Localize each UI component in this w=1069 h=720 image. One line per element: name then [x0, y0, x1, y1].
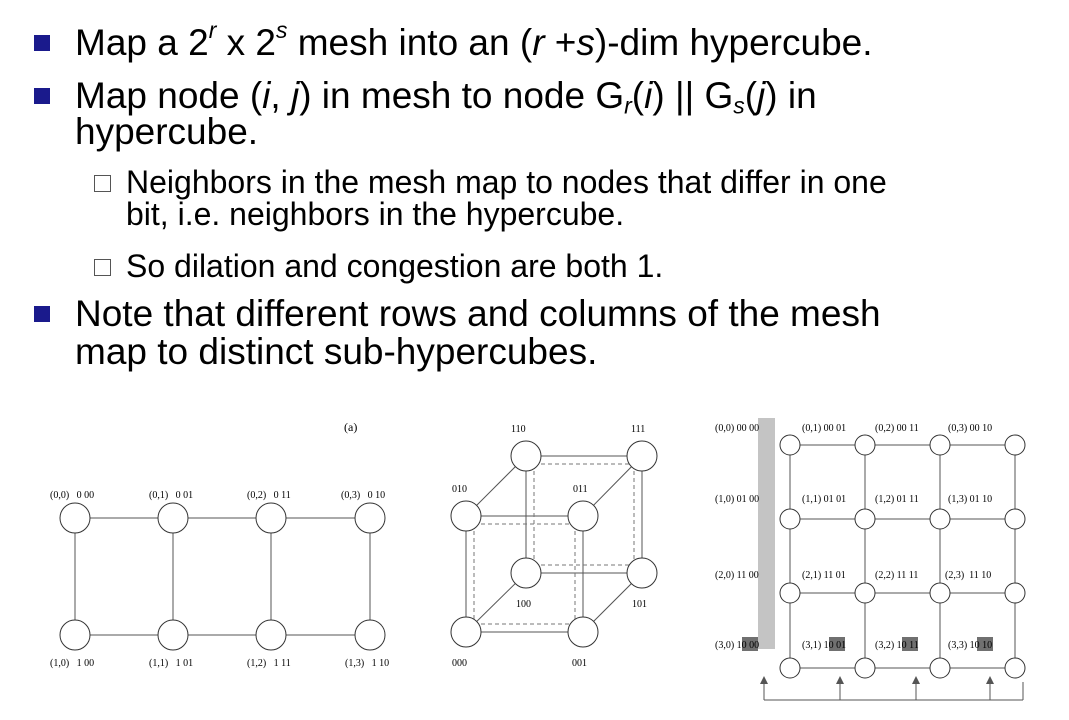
- text: i: [262, 75, 271, 116]
- cube-node: [568, 501, 598, 531]
- node-label: (0,2) 00 11: [875, 423, 919, 434]
- node-label: (3,3) 10 10: [948, 640, 993, 651]
- cube-node: [568, 617, 598, 647]
- arrow-up-icon: [760, 676, 768, 684]
- node-label: (0,2) 0 11: [247, 490, 291, 501]
- mesh-node: [60, 620, 90, 650]
- arrow-up-icon: [836, 676, 844, 684]
- text: s: [275, 16, 288, 43]
- node-label: (1,1) 1 01: [149, 658, 194, 669]
- text: r: [624, 92, 632, 119]
- mesh-node: [256, 503, 286, 533]
- node-label: 110: [511, 424, 526, 435]
- node-label: (0,3) 00 10: [948, 423, 993, 434]
- mesh-node: [1005, 509, 1025, 529]
- node-label: (2,0) 11 00: [715, 570, 759, 581]
- node-label: 010: [452, 484, 467, 495]
- mesh-node: [930, 435, 950, 455]
- text: Map a 2: [75, 22, 209, 63]
- text: +: [544, 22, 577, 63]
- mesh-node: [1005, 583, 1025, 603]
- mesh-node: [780, 658, 800, 678]
- node-label: 000: [452, 658, 467, 669]
- node-label: (1,3) 01 10: [948, 494, 993, 505]
- mesh-node: [1005, 435, 1025, 455]
- text: (: [631, 75, 645, 116]
- text: s: [576, 22, 595, 63]
- node-label: 011: [573, 484, 588, 495]
- text: Neighbors in the mesh map to nodes that differ in one: [126, 164, 887, 200]
- node-label: (1,0) 1 00: [50, 658, 95, 669]
- mesh-node: [355, 620, 385, 650]
- text: ) || G: [652, 75, 734, 116]
- cube-node: [451, 501, 481, 531]
- node-label: (0,1) 0 01: [149, 490, 194, 501]
- node-label: (1,2) 1 11: [247, 658, 291, 669]
- text: r: [208, 16, 217, 43]
- hypercube-figure: [466, 456, 642, 632]
- mesh-node: [780, 583, 800, 603]
- column-highlight: [758, 418, 775, 649]
- text: j: [290, 75, 300, 116]
- mesh-node: [60, 503, 90, 533]
- mesh-node: [930, 509, 950, 529]
- node-label: (2,3) 11 10: [945, 570, 992, 581]
- text: So dilation and congestion are both 1.: [126, 248, 664, 284]
- node-label: (3,2) 10 11: [875, 640, 919, 651]
- mesh-node: [930, 658, 950, 678]
- node-label: (0,1) 00 01: [802, 423, 847, 434]
- node-label: (2,2) 11 11: [875, 570, 919, 581]
- text: j: [757, 75, 766, 116]
- text: x 2: [216, 22, 276, 63]
- text: (: [744, 75, 758, 116]
- text: )-dim hypercube.: [594, 22, 873, 63]
- text: Note that different rows and columns of the mesh: [75, 293, 881, 334]
- text: ,: [270, 75, 291, 116]
- mesh-node: [855, 435, 875, 455]
- mesh-node: [855, 658, 875, 678]
- mesh-node: [158, 620, 188, 650]
- mesh-node: [780, 509, 800, 529]
- node-label: 100: [516, 599, 531, 610]
- node-label: 001: [572, 658, 587, 669]
- text: s: [733, 92, 745, 119]
- node-label: (2,1) 11 01: [802, 570, 846, 581]
- text: ) in: [765, 75, 817, 116]
- node-label: (1,3) 1 10: [345, 658, 390, 669]
- sub-bullet-1-line2: bit, i.e. neighbors in the hypercube.: [126, 196, 625, 232]
- cube-node: [511, 558, 541, 588]
- cube-node: [451, 617, 481, 647]
- bullet-2-line2: hypercube.: [75, 111, 259, 152]
- mesh-node: [256, 620, 286, 650]
- arrow-up-icon: [912, 676, 920, 684]
- node-label: (1,0) 01 00: [715, 494, 760, 505]
- mesh-2x4-figure: [75, 518, 370, 635]
- node-label: (1,1) 01 01: [802, 494, 847, 505]
- node-label: 101: [632, 599, 647, 610]
- figure-caption: (a): [344, 420, 358, 434]
- mesh-node: [855, 509, 875, 529]
- cube-node: [511, 441, 541, 471]
- node-label: (3,1) 10 01: [802, 640, 847, 651]
- mesh-node: [355, 503, 385, 533]
- node-label: (0,0) 00 00: [715, 423, 760, 434]
- node-label: (0,3) 0 10: [341, 490, 386, 501]
- cube-node: [627, 558, 657, 588]
- cube-node: [627, 441, 657, 471]
- node-label: (3,0) 10 00: [715, 640, 760, 651]
- node-label: (1,2) 01 11: [875, 494, 919, 505]
- text: i: [644, 75, 653, 116]
- bullet-3-line2: map to distinct sub-hypercubes.: [75, 331, 598, 372]
- text: mesh into an (: [287, 22, 533, 63]
- node-label: (0,0) 0 00: [50, 490, 95, 501]
- node-label: 111: [631, 424, 646, 435]
- mesh-node: [855, 583, 875, 603]
- text: ) in mesh to node G: [299, 75, 625, 116]
- mesh-node: [930, 583, 950, 603]
- mesh-node: [1005, 658, 1025, 678]
- arrow-up-icon: [986, 676, 994, 684]
- text: r: [532, 22, 545, 63]
- mesh-node: [780, 435, 800, 455]
- text: Map node (: [75, 75, 263, 116]
- mesh-node: [158, 503, 188, 533]
